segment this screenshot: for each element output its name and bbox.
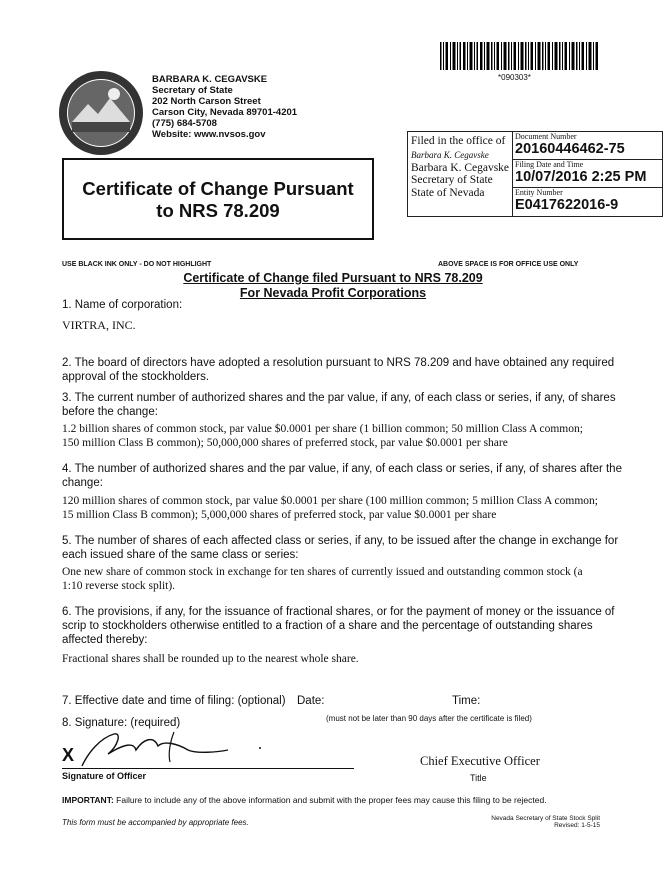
officer-title: Chief Executive Officer xyxy=(420,754,540,768)
certificate-title-line-2: to NRS 78.209 xyxy=(156,200,280,221)
certificate-title xyxy=(64,178,372,222)
signature-label: Signature of Officer xyxy=(62,771,147,781)
form-heading: Certificate of Change filed Pursuant to NRS 78.209 xyxy=(183,271,483,285)
question-2: 2. The board of directors have adopted a resolution pursuant to NRS 78.209 and have obtained any required approval of the stockholders. xyxy=(62,357,615,383)
signature-line xyxy=(62,768,354,769)
date-note: (must not be later than 90 days after the certificate is filed) xyxy=(326,714,532,723)
time-label: Time: xyxy=(452,695,481,707)
fees-note: This form must be accompanied by appropriate fees. xyxy=(62,818,249,827)
filing-date-label: Filing Date and Time xyxy=(515,160,584,169)
document-number: 20160446462-75 xyxy=(515,141,625,157)
address-line-2: Carson City, Nevada 89701-4201 xyxy=(152,107,298,118)
filing-date-cell xyxy=(513,160,662,188)
form-id-block xyxy=(470,815,600,829)
filed-line-1: Filed in the office of xyxy=(411,135,506,147)
question-6: 6. The provisions, if any, for the issuance of fractional shares, or for the payment of money or the issuance of scrip to stockholders otherwise entitled to a fraction of a share and the percentage of outstanding shares affected thereby: xyxy=(62,606,615,646)
signature-x: X xyxy=(62,745,75,765)
nevada-seal-icon xyxy=(58,70,144,156)
filing-date: 10/07/2016 2:25 PM xyxy=(515,169,647,185)
secretary-signature: Barbara K. Cegavske xyxy=(411,149,489,160)
answer-5: One new share of common stock in exchange for ten shares of currently issued and outstanding common stock (a 1:10 reverse stock split). xyxy=(62,566,583,592)
filing-stamp-box xyxy=(407,131,663,217)
certificate-title-box xyxy=(62,158,374,240)
filed-line-3: Secretary of State xyxy=(411,174,493,186)
entity-number: E0417622016-9 xyxy=(515,197,619,213)
secretary-title: Secretary of State xyxy=(152,85,233,96)
important-notice xyxy=(62,795,547,805)
document-number-label: Document Number xyxy=(515,132,577,141)
entity-number-label: Entity Number xyxy=(515,188,563,197)
question-5: 5. The number of shares of each affected class or series, if any, to be issued after the change in exchange for each issued share of the same class or series: xyxy=(62,535,619,561)
barcode-number: *090303* xyxy=(498,73,531,82)
important-label: IMPORTANT: xyxy=(62,795,114,805)
date-label: Date: xyxy=(297,695,325,707)
answer-4: 120 million shares of common stock, par value $0.0001 per share (100 million common; 5 million Class A common; 15 million Class B common); 5,000,000 shares of preferred stock, par value $0.0001 per share xyxy=(62,495,598,521)
question-8: 8. Signature: (required) xyxy=(62,717,181,729)
question-4: 4. The number of authorized shares and the par value, if any, of each class or series, if any, of shares after the change: xyxy=(62,463,622,489)
certificate-title-line-1: Certificate of Change Pursuant xyxy=(82,178,354,199)
entity-number-cell xyxy=(513,188,662,216)
document-number-cell xyxy=(513,132,662,160)
phone: (775) 684-5708 xyxy=(152,118,217,129)
website: Website: www.nvsos.gov xyxy=(152,129,266,140)
address-line-1: 202 North Carson Street xyxy=(152,96,261,107)
question-3: 3. The current number of authorized shares and the par value, if any, of each class or series, if any, of shares before the change: xyxy=(62,392,616,418)
title-label: Title xyxy=(470,773,487,783)
question-7: 7. Effective date and time of filing: (optional) xyxy=(62,695,286,707)
filed-line-4: State of Nevada xyxy=(411,186,485,199)
barcode xyxy=(440,42,598,70)
important-text: Failure to include any of the above information and submit with the proper fees may cause this filing to be rejected. xyxy=(116,795,547,805)
question-1: 1. Name of corporation: xyxy=(62,299,183,311)
secretary-of-state-address xyxy=(152,74,297,140)
form-subheading: For Nevada Profit Corporations xyxy=(239,286,427,300)
answer-6: Fractional shares shall be rounded up to the nearest whole share. xyxy=(62,653,359,665)
ink-notice: USE BLACK INK ONLY - DO NOT HIGHLIGHT xyxy=(62,261,212,268)
revised-date: Revised: 1-5-15 xyxy=(554,822,600,829)
filed-line-2: Barbara K. Cegavske xyxy=(411,161,510,174)
officer-signature-image xyxy=(78,728,278,768)
answer-3: 1.2 billion shares of common stock, par value $0.0001 per share (1 billion common; 50 million Class A common; 150 million Class B common); 50,000,000 shares of preferred stock, par value $0.0001 per share xyxy=(62,423,583,449)
form-id: Nevada Secretary of State Stock Split xyxy=(491,815,600,822)
office-use-notice: ABOVE SPACE IS FOR OFFICE USE ONLY xyxy=(438,261,579,268)
filed-office-block xyxy=(408,132,513,216)
secretary-name: BARBARA K. CEGAVSKE xyxy=(152,74,268,85)
corporation-name: VIRTRA, INC. xyxy=(62,318,136,332)
